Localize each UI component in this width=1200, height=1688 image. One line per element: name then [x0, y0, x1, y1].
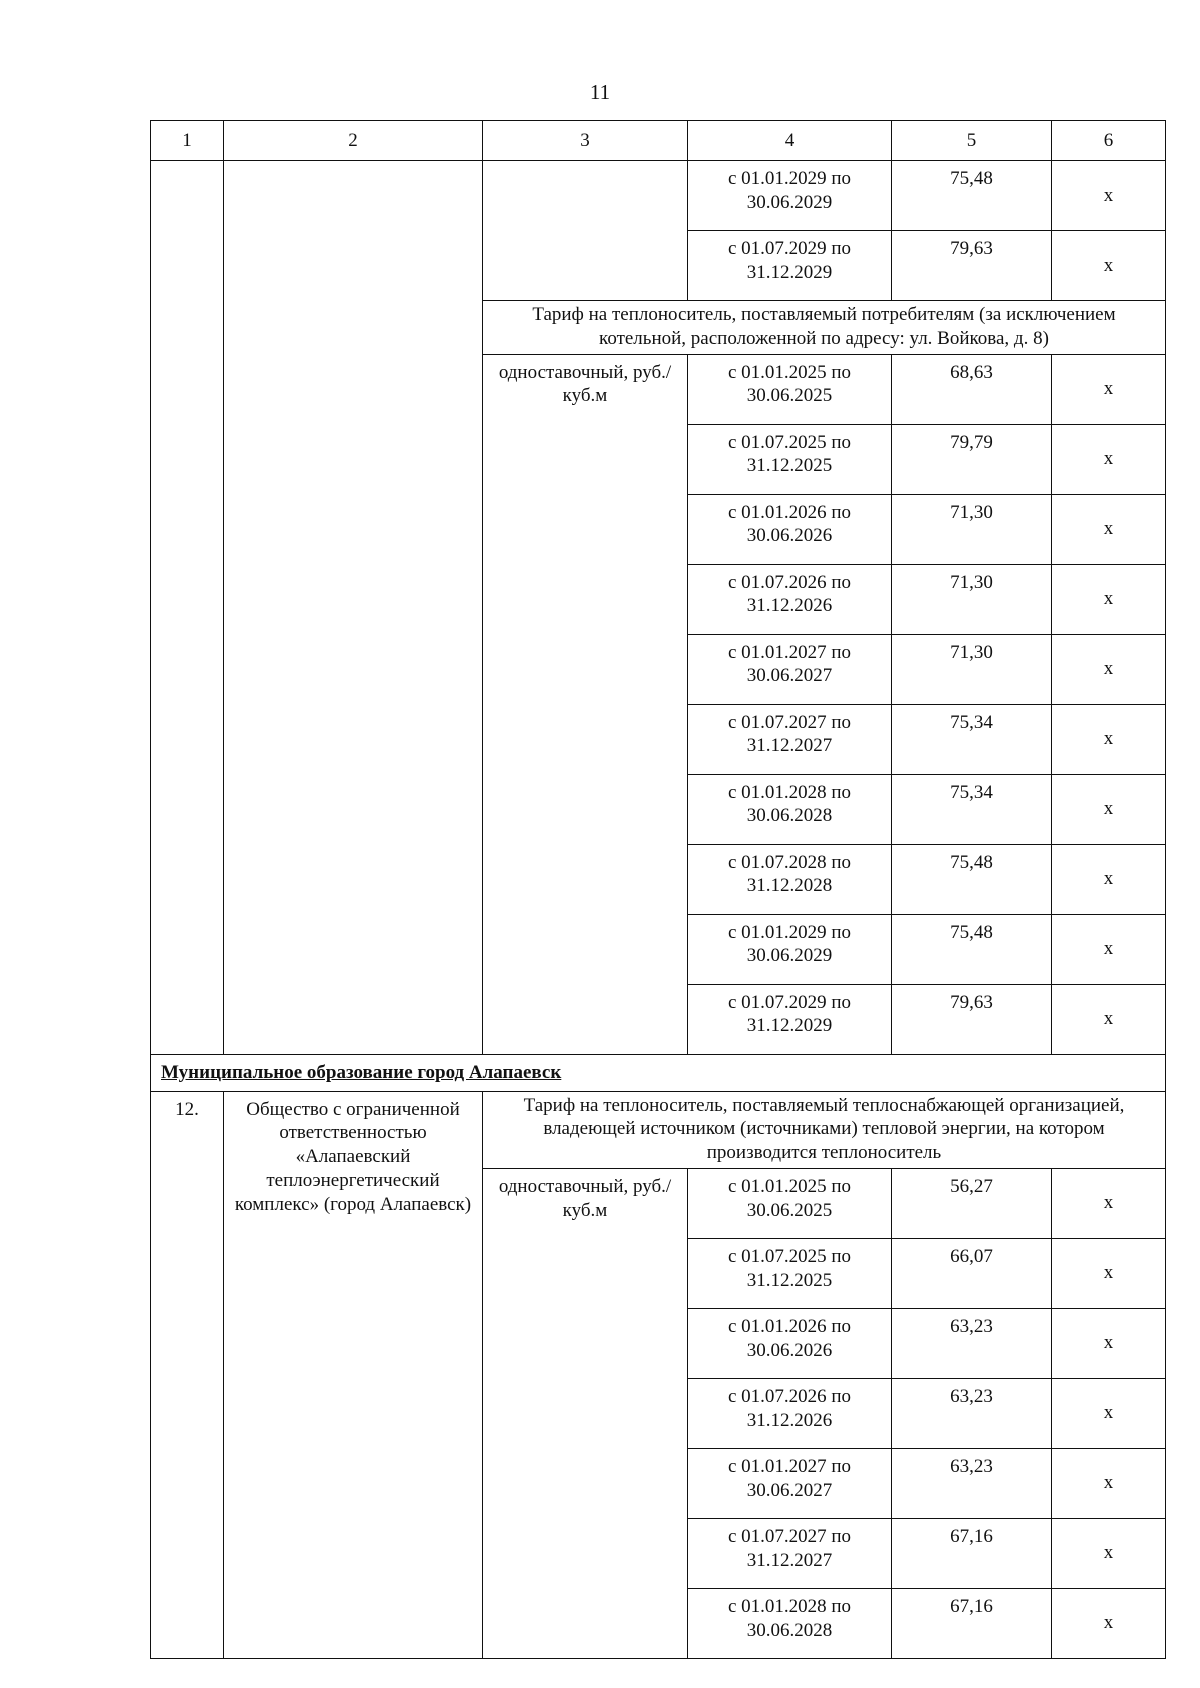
column-6-value: х — [1052, 1518, 1166, 1588]
column-number-row — [151, 121, 1166, 161]
period-from: с 01.01.2027 по — [727, 641, 852, 663]
period-from: с 01.07.2025 по — [727, 431, 852, 453]
column-6-value: х — [1052, 231, 1166, 301]
column-number-cell: 3 — [483, 121, 688, 161]
period-cell — [688, 161, 892, 231]
row-number-cell: 12. — [151, 1091, 224, 1658]
period-from: с 01.01.2028 по — [727, 1595, 852, 1617]
column-number-cell: 4 — [688, 121, 892, 161]
column-6-value: х — [1052, 494, 1166, 564]
tariff-value: 66,07 — [892, 1238, 1052, 1308]
tariff-value: 63,23 — [892, 1378, 1052, 1448]
period-cell — [688, 774, 892, 844]
column-6-value: х — [1052, 1448, 1166, 1518]
column-6-value: х — [1052, 914, 1166, 984]
period-cell — [688, 634, 892, 704]
section-row — [151, 1054, 1166, 1091]
tariff-value: 75,34 — [892, 704, 1052, 774]
column-6-value: х — [1052, 704, 1166, 774]
organization-cell — [224, 161, 483, 1055]
column-number-cell: 6 — [1052, 121, 1166, 161]
page-number: 11 — [589, 80, 611, 104]
period-cell — [688, 844, 892, 914]
period-cell — [688, 1238, 892, 1308]
period-from: с 01.01.2026 по — [727, 501, 852, 523]
period-from: с 01.01.2029 по — [727, 168, 852, 189]
period-to: 31.12.2027 — [746, 1549, 833, 1571]
period-to: 31.12.2025 — [746, 1269, 833, 1291]
period-to: 30.06.2025 — [746, 1199, 833, 1221]
period-to: 31.12.2026 — [746, 1409, 833, 1431]
tariff-subheader: Тариф на теплоноситель, поставляемый теплоснабжающей организацией, владеющей источником (источниками) тепловой энергии, на котором производится теплоноситель — [483, 1091, 1166, 1168]
tariff-value: 68,63 — [892, 354, 1052, 424]
period-to: 30.06.2026 — [746, 1339, 833, 1361]
period-to: 30.06.2029 — [746, 945, 833, 967]
tariff-value: 75,34 — [892, 774, 1052, 844]
tariff-value: 71,30 — [892, 494, 1052, 564]
subheader-row — [151, 1091, 1166, 1168]
period-cell — [688, 1518, 892, 1588]
column-6-value: х — [1052, 424, 1166, 494]
organization-cell: Общество с ограниченной ответственностью «Алапаевский теплоэнергетический комплекс» (город Алапаевск) — [224, 1091, 483, 1658]
period-to: 30.06.2029 — [746, 191, 833, 213]
column-number-cell: 5 — [892, 121, 1052, 161]
column-number-cell: 2 — [224, 121, 483, 161]
tariff-table — [150, 120, 1166, 1659]
period-cell — [688, 424, 892, 494]
row-number-cell — [151, 161, 224, 1055]
period-from: с 01.07.2029 по — [727, 238, 852, 259]
tariff-type-cell: одноставочный, руб./куб.м — [483, 354, 688, 1054]
tariff-value: 67,16 — [892, 1518, 1052, 1588]
period-cell — [688, 1168, 892, 1238]
period-to: 30.06.2028 — [746, 805, 833, 827]
period-from: с 01.01.2027 по — [727, 1455, 852, 1477]
column-6-value: х — [1052, 1588, 1166, 1658]
tariff-value: 79,63 — [892, 231, 1052, 301]
column-6-value: х — [1052, 354, 1166, 424]
tariff-value: 63,23 — [892, 1308, 1052, 1378]
tariff-value: 75,48 — [892, 844, 1052, 914]
period-cell — [688, 494, 892, 564]
period-from: с 01.01.2025 по — [727, 1175, 852, 1197]
period-cell — [688, 1448, 892, 1518]
tariff-table-body — [151, 121, 1166, 1659]
period-from: с 01.01.2025 по — [727, 361, 852, 383]
period-to: 31.12.2027 — [746, 735, 833, 757]
column-6-value: х — [1052, 984, 1166, 1054]
column-number-cell: 1 — [151, 121, 224, 161]
period-to: 31.12.2029 — [746, 1015, 833, 1037]
period-to: 30.06.2027 — [746, 1479, 833, 1501]
period-from: с 01.07.2028 по — [727, 851, 852, 873]
tariff-value: 75,48 — [892, 161, 1052, 231]
tariff-type-cell — [483, 161, 688, 301]
tariff-value: 75,48 — [892, 914, 1052, 984]
tariff-value: 71,30 — [892, 564, 1052, 634]
tariff-value: 63,23 — [892, 1448, 1052, 1518]
period-from: с 01.01.2026 по — [727, 1315, 852, 1337]
period-to: 31.12.2028 — [746, 875, 833, 897]
period-to: 31.12.2025 — [746, 455, 833, 477]
period-to: 31.12.2026 — [746, 595, 833, 617]
column-6-value: х — [1052, 1378, 1166, 1448]
period-to: 30.06.2027 — [746, 665, 833, 687]
tariff-type-cell: одноставочный, руб./куб.м — [483, 1168, 688, 1658]
period-to: 31.12.2029 — [746, 261, 833, 283]
period-to: 30.06.2028 — [746, 1619, 833, 1641]
period-to: 30.06.2025 — [746, 385, 833, 407]
tariff-row — [151, 161, 1166, 231]
period-cell — [688, 1588, 892, 1658]
tariff-value: 79,79 — [892, 424, 1052, 494]
period-from: с 01.07.2025 по — [727, 1245, 852, 1267]
period-from: с 01.01.2028 по — [727, 781, 852, 803]
period-from: с 01.07.2026 по — [727, 571, 852, 593]
period-cell — [688, 1378, 892, 1448]
period-cell — [688, 704, 892, 774]
column-6-value: х — [1052, 844, 1166, 914]
period-cell — [688, 231, 892, 301]
column-6-value: х — [1052, 161, 1166, 231]
period-cell — [688, 354, 892, 424]
tariff-value: 71,30 — [892, 634, 1052, 704]
column-6-value: х — [1052, 1238, 1166, 1308]
column-6-value: х — [1052, 1308, 1166, 1378]
column-6-value: х — [1052, 634, 1166, 704]
period-from: с 01.07.2029 по — [727, 991, 852, 1013]
municipality-title: Муниципальное образование город Алапаевск — [151, 1054, 1166, 1091]
tariff-value: 56,27 — [892, 1168, 1052, 1238]
period-to: 30.06.2026 — [746, 525, 833, 547]
column-6-value: х — [1052, 1168, 1166, 1238]
period-from: с 01.07.2027 по — [727, 1525, 852, 1547]
period-cell — [688, 914, 892, 984]
tariff-subheader: Тариф на теплоноситель, поставляемый потребителям (за исключением котельной, расположенной по адресу: ул. Войкова, д. 8) — [483, 301, 1166, 355]
column-6-value: х — [1052, 564, 1166, 634]
period-cell — [688, 564, 892, 634]
tariff-value: 79,63 — [892, 984, 1052, 1054]
period-cell — [688, 1308, 892, 1378]
period-from: с 01.07.2026 по — [727, 1385, 852, 1407]
column-6-value: х — [1052, 774, 1166, 844]
period-from: с 01.07.2027 по — [727, 711, 852, 733]
tariff-value: 67,16 — [892, 1588, 1052, 1658]
period-from: с 01.01.2029 по — [727, 921, 852, 943]
period-cell — [688, 984, 892, 1054]
